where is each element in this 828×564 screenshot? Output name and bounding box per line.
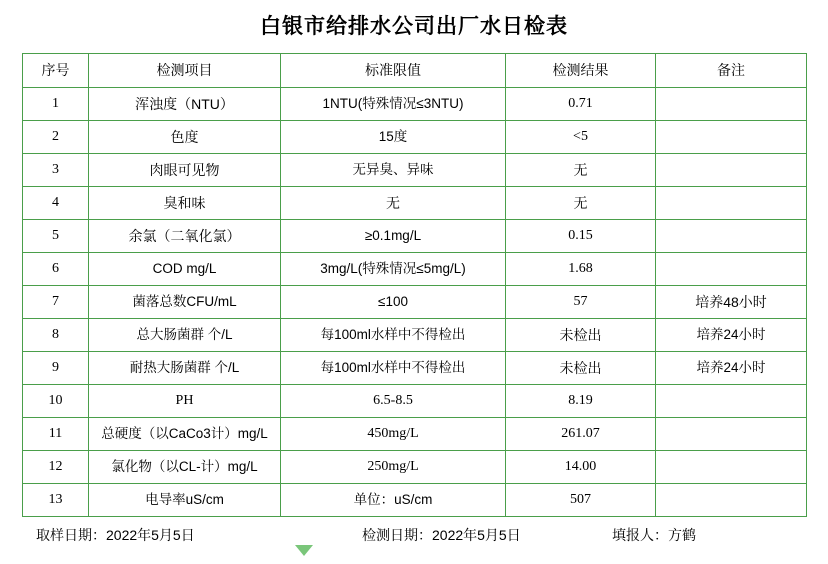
row-no: [23, 484, 89, 517]
row-no: [23, 88, 89, 121]
row-remark: [656, 286, 807, 319]
row-result: [506, 121, 656, 154]
row-no-value: 13: [48, 491, 63, 507]
row-no-value: 1: [52, 95, 59, 111]
row-no: [23, 253, 89, 286]
row-item: [89, 484, 281, 517]
row-limit-value: 无: [386, 194, 400, 211]
column-header-limit-label: 标准限值: [365, 62, 421, 79]
row-remark: [656, 352, 807, 385]
row-no: [23, 154, 89, 187]
table-row: [23, 352, 807, 385]
row-no-value: 6: [52, 260, 59, 276]
row-limit: [281, 154, 506, 187]
row-limit: [281, 286, 506, 319]
row-limit: [281, 484, 506, 517]
row-no: [23, 286, 89, 319]
row-result: [506, 154, 656, 187]
column-header-no-label: 序号: [41, 62, 70, 79]
sample-date: 取样日期：2022年5月5日: [36, 527, 195, 543]
row-remark: [656, 319, 807, 352]
row-limit: [281, 385, 506, 418]
reporter-name: 填报人：方鹤: [612, 527, 696, 543]
column-header-result-label: 检测结果: [552, 62, 609, 79]
row-item: [89, 187, 281, 220]
row-limit-value: 每100ml水样中不得检出: [320, 326, 466, 342]
row-result: [506, 220, 656, 253]
row-item: [89, 319, 281, 352]
row-no: [23, 319, 89, 352]
row-no: [23, 451, 89, 484]
row-item-value: 总硬度（以CaCo3计）mg/L: [101, 425, 268, 441]
row-remark-value: 培养24小时: [696, 359, 766, 375]
row-result: [506, 451, 656, 484]
row-remark-value: 培养48小时: [695, 293, 767, 310]
row-limit: [281, 253, 506, 286]
column-header-no: [23, 54, 89, 88]
row-limit: [281, 121, 506, 154]
row-no: [23, 121, 89, 154]
row-item: [89, 352, 281, 385]
row-result-value: 0.15: [568, 227, 593, 243]
row-remark: [656, 88, 807, 121]
table-header-row: [23, 54, 807, 88]
row-item: [89, 286, 281, 319]
row-limit-value: 单位：uS/cm: [353, 491, 433, 507]
row-result: [506, 187, 656, 220]
table-row: [23, 253, 807, 286]
row-result: [506, 253, 656, 286]
row-no-value: 8: [52, 326, 59, 342]
row-item-value: 电导率uS/cm: [145, 491, 224, 507]
column-header-result: [506, 54, 656, 88]
row-limit-value: 每100ml水样中不得检出: [320, 359, 466, 375]
row-limit-value: ≤100: [378, 293, 408, 309]
row-no: [23, 418, 89, 451]
row-no: [23, 187, 89, 220]
table-row: [23, 187, 807, 220]
row-result-value: 0.71: [568, 95, 593, 111]
row-limit-value: 3mg/L(特殊情况≤5mg/L): [320, 260, 466, 276]
row-remark: [656, 253, 807, 286]
row-no-value: 5: [52, 227, 59, 243]
water-quality-table: [22, 53, 807, 517]
row-item: [89, 121, 281, 154]
table-row: [23, 121, 807, 154]
row-result-value: <5: [573, 128, 588, 144]
row-result-value: 57: [573, 293, 588, 309]
row-limit-value: 6.5-8.5: [373, 392, 413, 408]
row-result: [506, 484, 656, 517]
row-remark: [656, 187, 807, 220]
row-item-value: 色度: [170, 128, 199, 145]
row-item: [89, 154, 281, 187]
table-row: [23, 286, 807, 319]
row-no-value: 2: [52, 128, 59, 144]
row-result-value: 8.19: [568, 392, 593, 408]
row-limit: [281, 418, 506, 451]
row-item-value: 肉眼可见物: [149, 161, 220, 178]
row-limit: [281, 352, 506, 385]
row-no-value: 7: [52, 293, 59, 309]
row-result-value: 1.68: [568, 260, 593, 276]
column-header-item: [89, 54, 281, 88]
table-row: [23, 385, 807, 418]
page-corner-marker: [295, 545, 313, 556]
row-no-value: 12: [48, 458, 63, 474]
row-item-value: 氯化物（以CL-计）mg/L: [111, 458, 258, 474]
row-result-value: 无: [573, 194, 588, 211]
row-item: [89, 220, 281, 253]
row-limit-value: 无异臭、异味: [352, 161, 434, 177]
row-result-value: 无: [573, 161, 588, 178]
table-row: [23, 319, 807, 352]
row-item: [89, 385, 281, 418]
row-limit: [281, 88, 506, 121]
row-no: [23, 352, 89, 385]
row-item: [89, 451, 281, 484]
row-result-value: 未检出: [559, 359, 602, 376]
row-limit: [281, 220, 506, 253]
row-remark: [656, 385, 807, 418]
footer: [22, 521, 806, 555]
row-result: [506, 88, 656, 121]
row-item-value: 余氯（二氧化氯）: [128, 227, 241, 244]
row-item: [89, 253, 281, 286]
row-item-value: 浑浊度（NTU）: [135, 95, 234, 112]
row-limit-value: 1NTU(特殊情况≤3NTU): [322, 95, 464, 111]
row-result-value: 261.07: [561, 425, 600, 441]
row-item-value: COD mg/L: [152, 260, 217, 276]
row-limit-value: 450mg/L: [367, 425, 419, 441]
row-result: [506, 385, 656, 418]
table-row: [23, 484, 807, 517]
row-no: [23, 385, 89, 418]
row-no-value: 11: [48, 425, 63, 441]
table-row: [23, 220, 807, 253]
row-limit-value: 15度: [378, 128, 408, 144]
row-item: [89, 418, 281, 451]
row-no-value: 4: [52, 194, 59, 210]
column-header-limit: [281, 54, 506, 88]
test-date: 检测日期：2022年5月5日: [362, 527, 521, 543]
row-result-value: 507: [570, 491, 591, 507]
row-limit-value: 250mg/L: [367, 458, 419, 474]
row-result: [506, 286, 656, 319]
row-limit: [281, 451, 506, 484]
row-remark-value: 培养24小时: [696, 326, 766, 342]
row-item: [89, 88, 281, 121]
row-remark: [656, 154, 807, 187]
row-result: [506, 319, 656, 352]
row-item-value: 臭和味: [163, 194, 206, 211]
row-remark: [656, 484, 807, 517]
row-result-value: 14.00: [564, 458, 597, 474]
column-header-item-label: 检测项目: [156, 62, 213, 79]
row-limit-value: ≥0.1mg/L: [364, 227, 422, 243]
row-no-value: 10: [48, 392, 63, 408]
row-no-value: 9: [52, 359, 59, 375]
column-header-remark: [656, 54, 807, 88]
table-row: [23, 154, 807, 187]
row-remark: [656, 451, 807, 484]
table-row: [23, 88, 807, 121]
row-no: [23, 220, 89, 253]
table-row: [23, 418, 807, 451]
page-title: 白银市给排水公司出厂水日检表: [260, 15, 568, 38]
row-remark: [656, 220, 807, 253]
row-item-value: PH: [175, 392, 194, 408]
row-item-value: 耐热大肠菌群 个/L: [129, 359, 240, 375]
column-header-remark-label: 备注: [717, 62, 745, 79]
row-limit: [281, 187, 506, 220]
row-result: [506, 352, 656, 385]
row-result: [506, 418, 656, 451]
row-limit: [281, 319, 506, 352]
row-item-value: 菌落总数CFU/mL: [132, 293, 237, 309]
row-no-value: 3: [52, 161, 59, 177]
table-row: [23, 451, 807, 484]
row-result-value: 未检出: [559, 326, 602, 343]
row-remark: [656, 418, 807, 451]
row-item-value: 总大肠菌群 个/L: [136, 326, 233, 342]
row-remark: [656, 121, 807, 154]
